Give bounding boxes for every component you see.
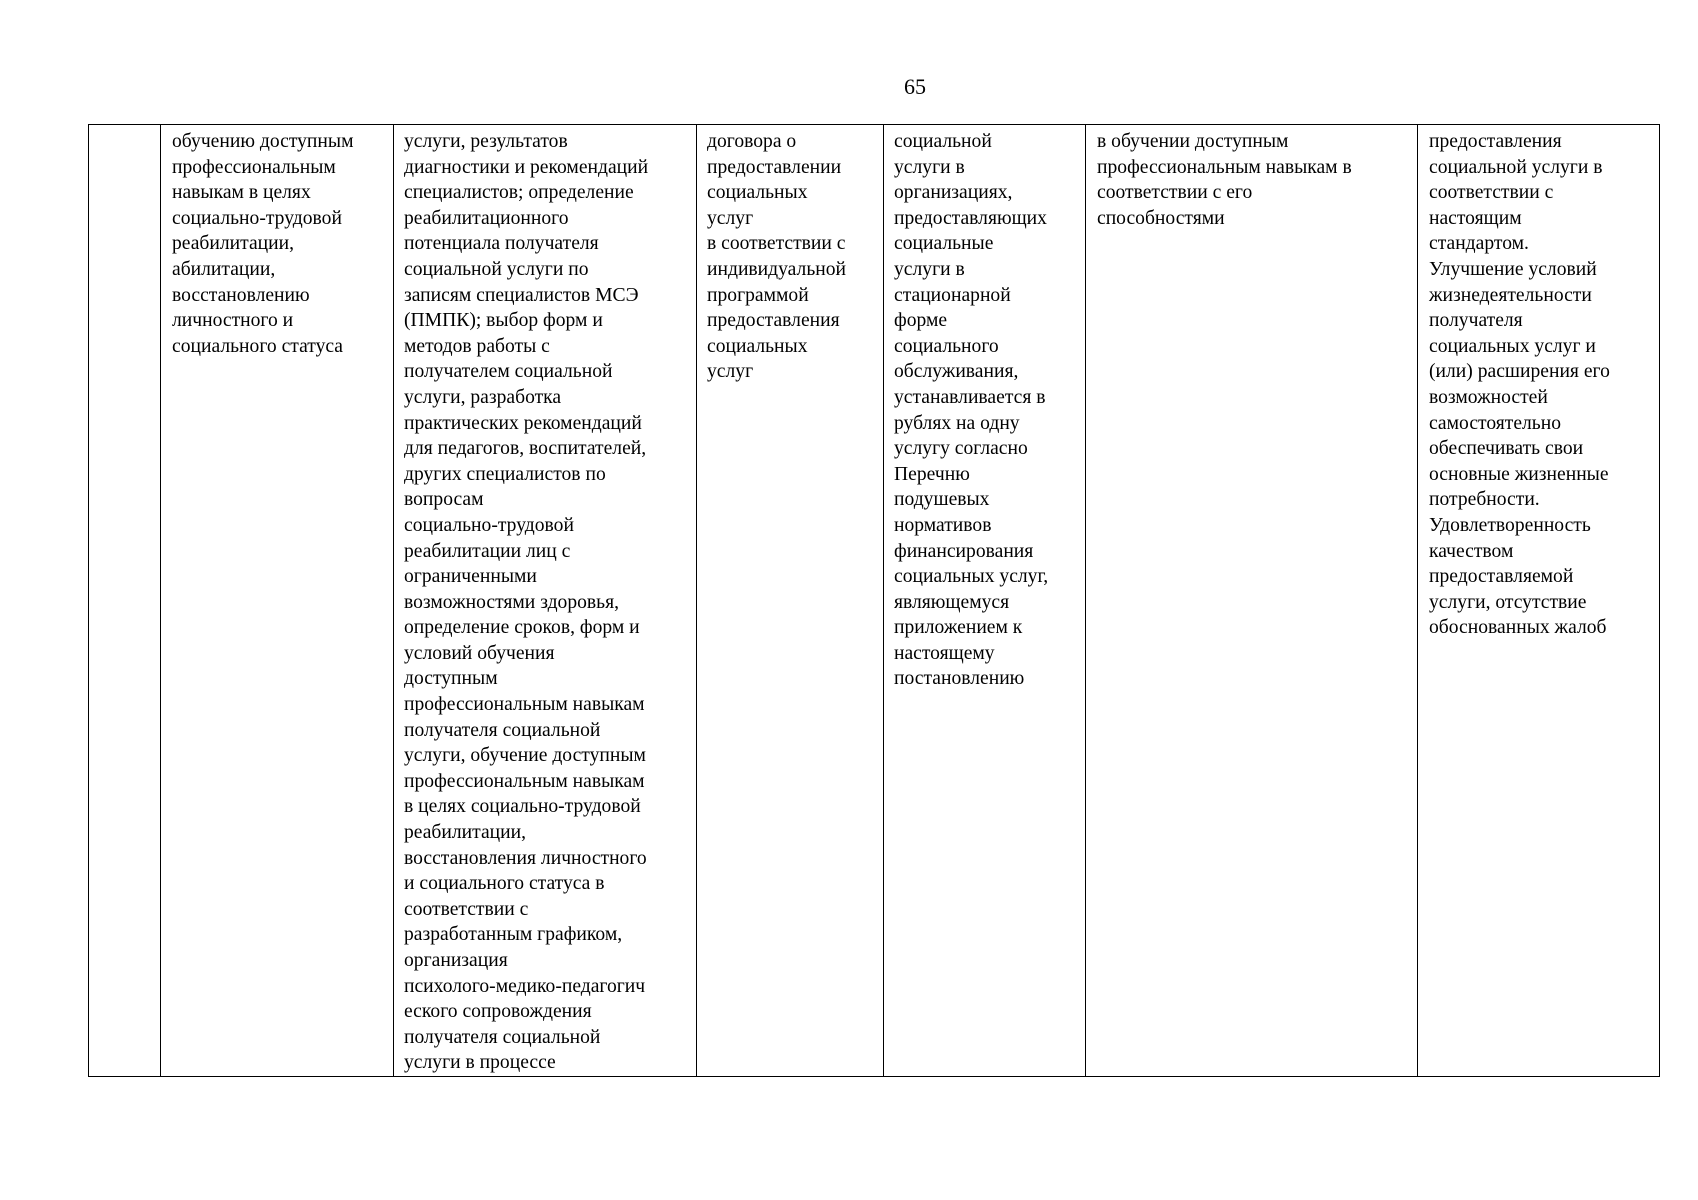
page-number: 65 [904, 74, 926, 99]
table-cell-service-name: обучению доступным профессиональным навыкам в целях социально-трудовой реабилитации, абилитации, восстановлению личностного и социального статуса [161, 125, 394, 1077]
table-cell-service-terms: договора о предоставлении социальных услуг в соответствии с индивидуальной программой предоставления социальных услуг [697, 125, 884, 1077]
table-cell-service-cost: социальной услуги в организациях, предоставляющих социальные услуги в стационарной форме социального обслуживания, устанавливается в рублях на одну услугу согласно Перечню подушевых нормативов финансирования социальных услуг, являющемуся приложением к настоящему постановлению [884, 125, 1086, 1077]
standard-table [88, 124, 1660, 1077]
table-cell-service-volume: в обучении доступным профессиональным навыкам в соответствии с его способностями [1086, 125, 1418, 1077]
table-cell-quality-indicators: предоставления социальной услуги в соответствии с настоящим стандартом. Улучшение условий жизнедеятельности получателя социальных услуг и (или) расширения его возможностей самостоятельно обеспечивать свои основные жизненные потребности. Удовлетворенность качеством предоставляемой услуги, отсутствие обоснованных жалоб [1418, 125, 1660, 1077]
table-cell-service-description: услуги, результатов диагностики и рекомендаций специалистов; определение реабилитационного потенциала получателя социальной услуги по записям специалистов МСЭ (ПМПК); выбор форм и методов работы с получателем социальной услуги, разработка практических рекомендаций для педагогов, воспитателей, других специалистов по вопросам социально-трудовой реабилитации лиц с ограниченными возможностями здоровья, определение сроков, форм и условий обучения доступным профессиональным навыкам получателя социальной услуги, обучение доступным профессиональным навыкам в целях социально-трудовой реабилитации, восстановления личностного и социального статуса в соответствии с разработанным графиком, организация психолого-медико-педагогич еского сопровождения получателя социальной услуги в процессе [394, 125, 697, 1077]
table-cell-number [89, 125, 161, 1077]
table-row [89, 125, 1660, 1077]
